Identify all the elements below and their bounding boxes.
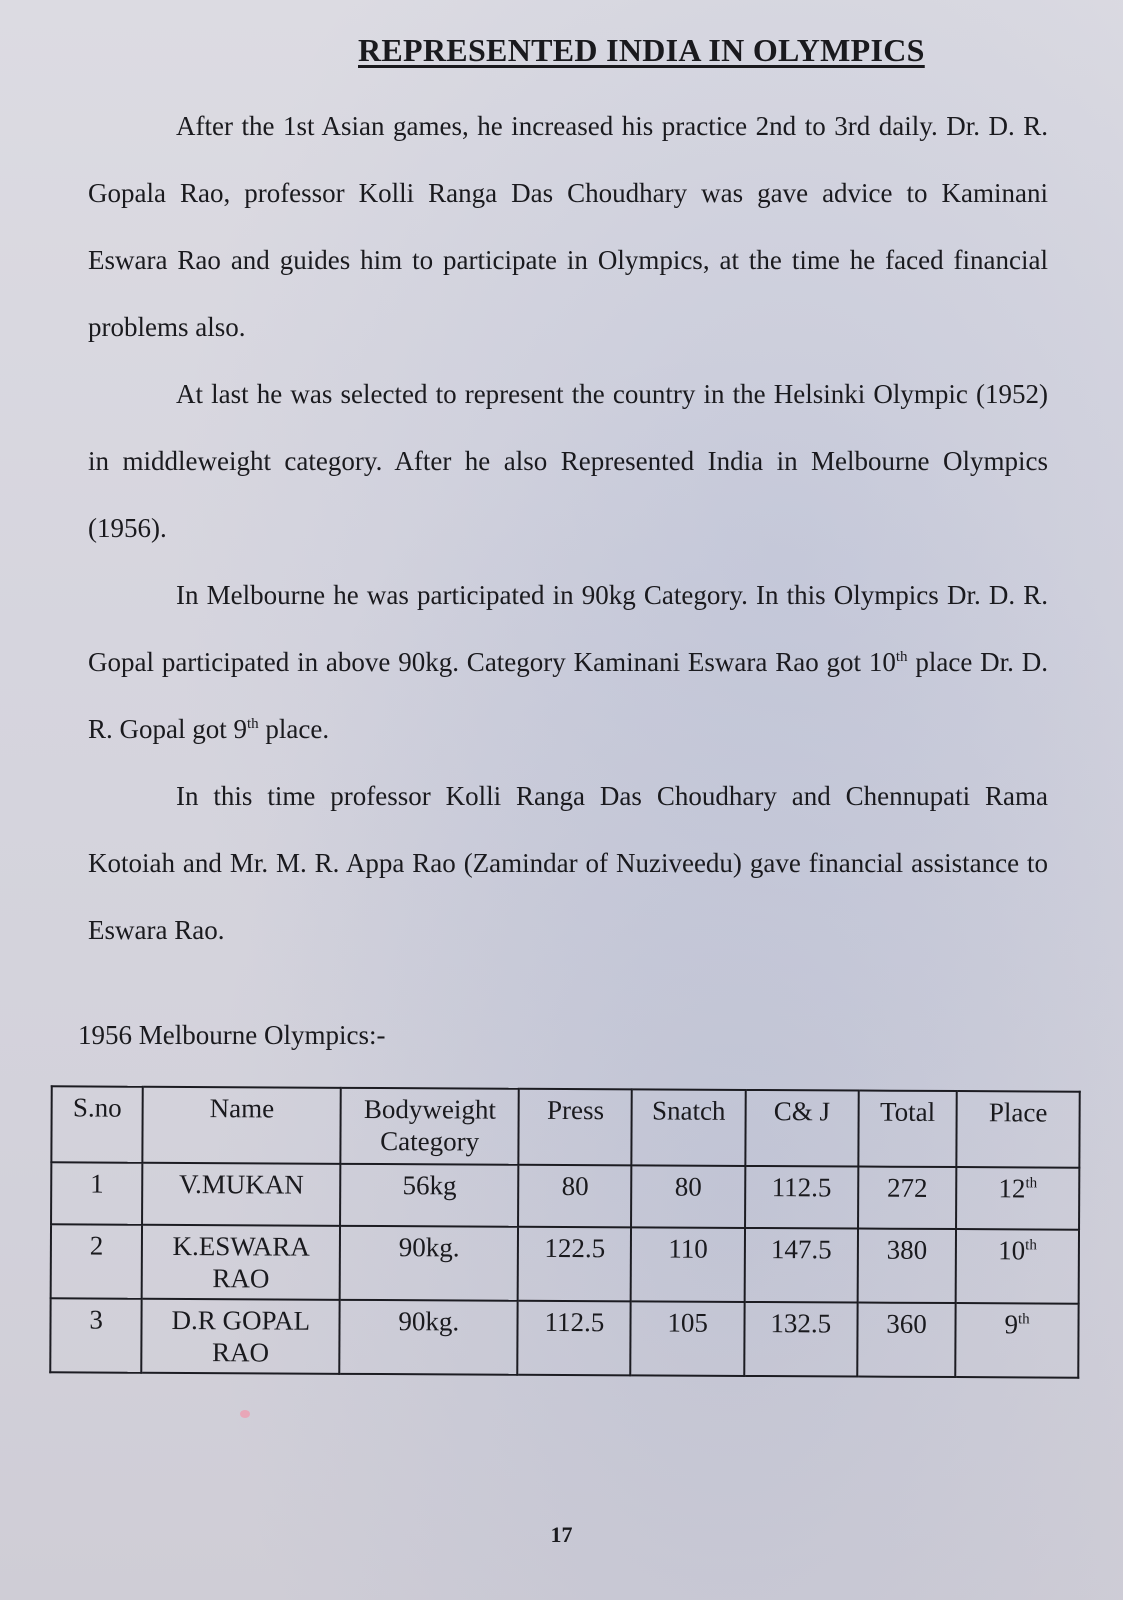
cell-snatch: 105: [631, 1301, 745, 1376]
cell-total: 380: [857, 1229, 956, 1304]
header-cj: C& J: [745, 1090, 858, 1167]
table-row: [51, 1162, 1079, 1229]
cell-press: 112.5: [518, 1301, 631, 1376]
cell-name: K.ESWARA RAO: [142, 1225, 340, 1300]
table-row: [51, 1224, 1079, 1303]
cell-name: V.MUKAN: [142, 1163, 340, 1226]
paragraph-3-text-b: place Dr. D. R. Gopal got: [88, 647, 1049, 744]
header-sno: S.no: [51, 1086, 143, 1162]
place-suffix: th: [1025, 1175, 1038, 1192]
paragraph-3-text-a: In Melbourne he was participated in 90kg Category. In this Olympics Dr. D. R. Gopal participated in above 90kg. Category Kaminani Eswara Rao got: [88, 580, 1048, 677]
header-place: Place: [957, 1091, 1080, 1168]
body-text: [88, 93, 1048, 964]
cell-place: [955, 1303, 1078, 1378]
cell-total: 272: [858, 1167, 957, 1230]
cell-snatch: 80: [631, 1165, 745, 1228]
cell-cj: 132.5: [744, 1302, 857, 1377]
place-number: 12: [998, 1173, 1026, 1204]
table-caption: 1956 Melbourne Olympics:-: [78, 1020, 386, 1050]
eswara-place-number: 10: [868, 647, 896, 677]
header-snatch: Snatch: [632, 1089, 746, 1166]
cell-press: 122.5: [518, 1227, 631, 1302]
header-total: Total: [858, 1091, 957, 1168]
cell-category: 90kg.: [340, 1226, 519, 1301]
eswara-place-suffix: th: [895, 649, 908, 665]
paragraph-3: [88, 562, 1048, 763]
cell-category: 90kg.: [339, 1300, 518, 1375]
place-suffix: th: [1025, 1237, 1037, 1254]
paper-speck: [240, 1410, 250, 1418]
cell-sno: 1: [51, 1162, 143, 1224]
cell-place: [956, 1229, 1079, 1304]
cell-name: D.R GOPAL RAO: [142, 1299, 340, 1374]
cell-total: 360: [857, 1303, 956, 1378]
cell-cj: 112.5: [745, 1166, 858, 1229]
results-table: [49, 1085, 1080, 1378]
paragraph-3-text-c: place.: [258, 714, 330, 744]
page-number: 17: [550, 1522, 573, 1547]
header-name: Name: [143, 1087, 341, 1164]
place-number: 9: [1004, 1309, 1019, 1340]
place-suffix: th: [1017, 1311, 1030, 1328]
cell-sno: 2: [51, 1224, 143, 1298]
cell-snatch: 110: [631, 1227, 745, 1302]
gopal-place-suffix: th: [247, 716, 259, 732]
paragraph-1: After the 1st Asian games, he increased his practice 2nd to 3rd daily. Dr. D. R. Gopala Rao, professor Kolli Ranga Das Choudhary was gave advice to Kaminani Eswara Rao and guides him to participate in Olympics, at the time he faced financial problems also.: [88, 111, 1048, 342]
page-title: REPRESENTED INDIA IN OLYMPICS: [358, 32, 925, 68]
paragraph-4: In this time professor Kolli Ranga Das Choudhary and Chennupati Rama Kotoiah and Mr. M. R. Appa Rao (Zamindar of Nuziveedu) gave financial assistance to Eswara Rao.: [88, 781, 1048, 945]
cell-sno: 3: [50, 1298, 142, 1372]
cell-category: 56kg: [340, 1164, 519, 1227]
cell-place: [956, 1167, 1079, 1230]
table-row: [50, 1298, 1078, 1377]
header-press: Press: [519, 1089, 632, 1166]
header-category: Bodyweight Category: [340, 1088, 519, 1165]
table-header-row: [51, 1086, 1079, 1167]
paragraph-2: At last he was selected to represent the country in the Helsinki Olympic (1952) in middleweight category. After he also Represented India in Melbourne Olympics (1956).: [88, 379, 1048, 543]
cell-press: 80: [518, 1165, 631, 1228]
gopal-place-number: 9: [233, 714, 247, 744]
place-number: 10: [998, 1235, 1026, 1266]
cell-cj: 147.5: [744, 1228, 857, 1303]
